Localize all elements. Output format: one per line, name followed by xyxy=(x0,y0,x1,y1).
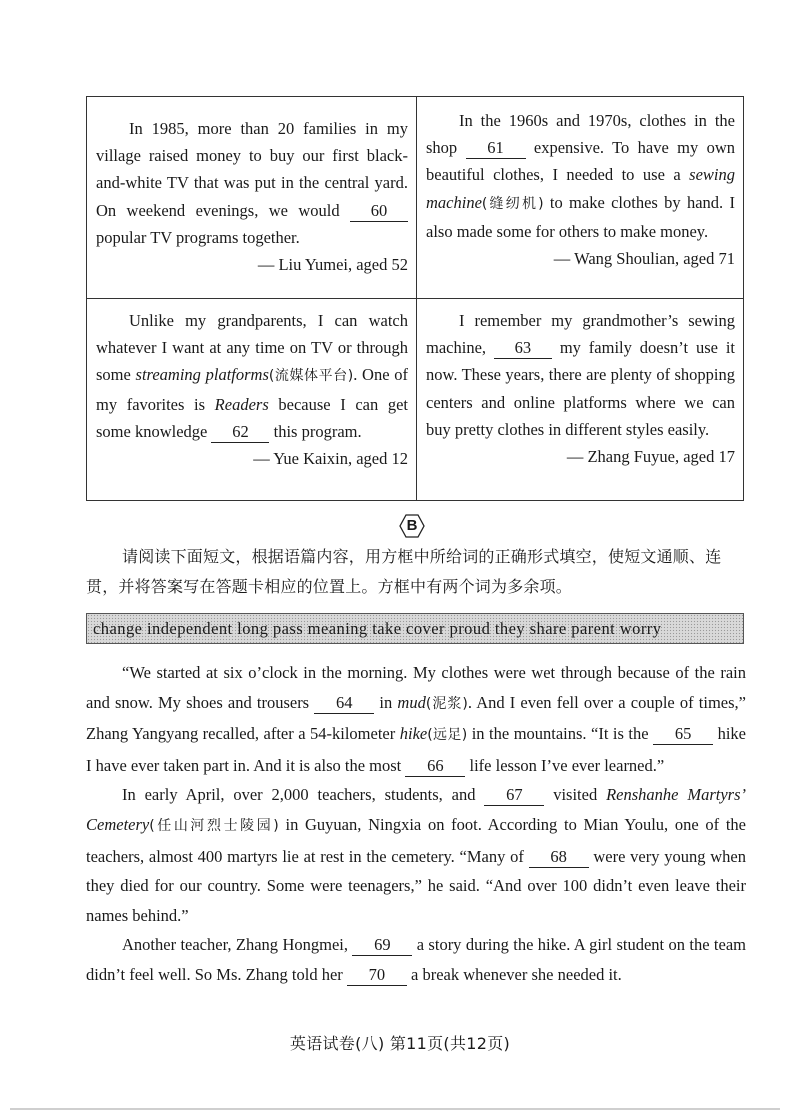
passage-paragraph-2: In early April, over 2,000 teachers, students, and 67 visited Renshanhe Martyrs’ Cemetery(任山河烈士陵园) in Guyuan, Ningxia on foot. According to Mian Youlu, one of the teachers, almost 400 martyrs lie at rest in the cemetery. “Many of 68 were very young when they died for our country. Some were teenagers,” he said. “And over 100 didn’t even leave their names behind.” xyxy=(86,785,747,925)
blank-66: 66 xyxy=(405,756,465,777)
testimony-signature: — Wang Shoulian, aged 71 xyxy=(553,249,735,269)
section-b-badge xyxy=(399,513,425,539)
testimony-cell-yue-kaixin xyxy=(87,299,417,500)
testimony-signature: — Liu Yumei, aged 52 xyxy=(257,255,408,275)
blank-63: 63 xyxy=(494,338,552,359)
term-sewing-machine: sewing machine xyxy=(426,165,735,212)
testimony-cell-zhang-fuyue xyxy=(417,299,743,500)
blank-67: 67 xyxy=(484,785,544,806)
word-bank-box: change independent long pass meaning take cover proud they share parent worry xyxy=(86,613,744,644)
passage-paragraph-3: Another teacher, Zhang Hongmei, 69 a story during the hike. A girl student on the team didn’t feel well. So Ms. Zhang told her 70 a break whenever she needed it. xyxy=(86,935,746,984)
blank-65: 65 xyxy=(653,724,713,745)
reading-passage xyxy=(86,658,746,990)
testimony-text: In the 1960s and 1970s, clothes in the shop 61 expensive. To have my own beautiful clothes, I needed to use a sewing machine(缝纫机) to make clothes by hand. I also made some for others to make money. xyxy=(426,111,735,241)
section-letter: B xyxy=(406,517,418,534)
blank-61: 61 xyxy=(466,138,526,159)
instructions-text: 请阅读下面短文，根据语篇内容，用方框中所给词的正确形式填空，使短文通顺、连贯，并将答案写在答题卡相应的位置上。方框中有两个词为多余项。 xyxy=(86,547,722,596)
bottom-divider xyxy=(10,1108,780,1110)
testimony-signature: — Zhang Fuyue, aged 17 xyxy=(566,447,735,467)
blank-62: 62 xyxy=(211,422,269,443)
term-streaming-platforms: streaming platforms xyxy=(135,365,269,385)
blank-60: 60 xyxy=(350,201,408,222)
page-footer: 英语试卷(八) 第11页(共12页) xyxy=(289,1034,511,1053)
passage-paragraph-1: “We started at six o’clock in the morning. My clothes were wet through because of the rain and snow. My shoes and trousers 64 in mud(泥浆). And I even fell over a couple of times,” Zhang Yangyang recalled, after a 54-kilometer hike(远足) in the mountains. “It is the 65 hike I have ever taken part in. And it is also the most 66 life lesson I’ve ever learned.” xyxy=(86,663,746,775)
blank-69: 69 xyxy=(352,935,412,956)
testimony-text: I remember my grandmother’s sewing machine, 63 my family doesn’t use it now. These years, there are plenty of shopping centers and online platforms where we can buy pretty clothes in different styles easily. xyxy=(426,311,736,439)
blank-64: 64 xyxy=(314,693,374,714)
testimony-cell-wang-shoulian xyxy=(417,97,743,299)
testimony-text: Unlike my grandparents, I can watch whatever I want at any time on TV or through some streaming platforms(流媒体平台). One of my favorites is Readers because I can get some knowledge 62 this program. xyxy=(96,311,408,441)
testimony-table xyxy=(86,96,744,501)
testimony-cell-liu-yumei xyxy=(87,97,417,299)
testimony-signature: — Yue Kaixin, aged 12 xyxy=(253,449,408,469)
testimony-text: In 1985, more than 20 families in my village raised money to buy our first black-and-white TV that was put in the central yard. On weekend evenings, we would 60 popular TV programs together. xyxy=(96,119,408,247)
program-name: Readers xyxy=(214,394,269,414)
blank-68: 68 xyxy=(529,847,589,868)
blank-70: 70 xyxy=(347,965,407,986)
